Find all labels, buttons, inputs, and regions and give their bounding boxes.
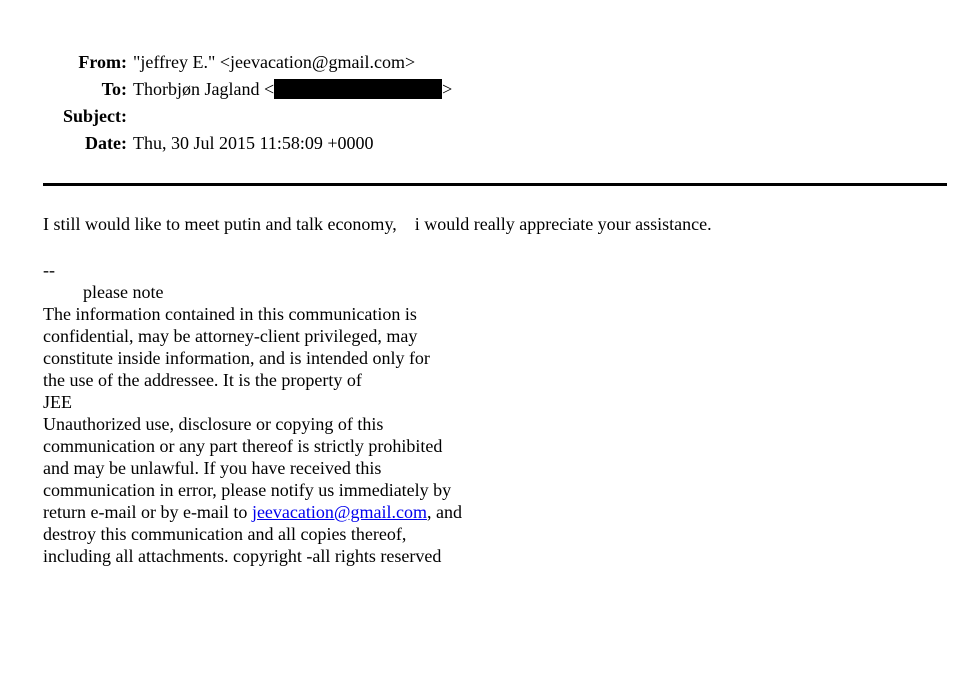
email-link-suffix-text: , and — [426, 502, 462, 522]
disclaimer-line-3: constitute inside information, and is intended only for — [43, 348, 430, 368]
subject-value — [127, 103, 133, 130]
header-field-subject — [0, 103, 972, 130]
disclaimer-line-6: Unauthorized use, disclosure or copying of this — [43, 414, 384, 434]
date-value: Thu, 30 Jul 2015 11:58:09 +0000 — [133, 133, 374, 153]
header-field-to — [0, 76, 972, 103]
date-label: Date: — [85, 133, 127, 153]
to-recipient-name: Thorbjøn Jagland < — [133, 79, 275, 99]
email-body — [43, 213, 972, 567]
disclaimer-line-5: JEE — [43, 392, 72, 412]
email-link[interactable]: jeevacation@gmail.com — [251, 502, 427, 522]
disclaimer-line-2: confidential, may be attorney-client privileged, may — [43, 326, 418, 346]
message-text: I still would like to meet putin and talk economy, i would really appreciate your assistance. — [43, 214, 712, 234]
signature-block — [43, 259, 972, 567]
disclaimer-line-1: The information contained in this communication is — [43, 304, 417, 324]
to-label: To: — [101, 79, 127, 99]
disclaimer-line-8: and may be unlawful. If you have received this — [43, 458, 382, 478]
to-value — [127, 76, 452, 103]
disclaimer-line-11: including all attachments. copyright -all rights reserved — [43, 546, 442, 566]
header-field-date — [0, 130, 972, 157]
disclaimer-line-9: communication in error, please notify us immediately by — [43, 480, 452, 500]
subject-label: Subject: — [63, 106, 127, 126]
signature-note: please note — [83, 282, 164, 302]
email-document — [0, 49, 972, 681]
disclaimer-line-with-link — [43, 501, 972, 523]
signature-delimiter: -- — [43, 260, 55, 280]
disclaimer-line-4: the use of the addressee. It is the property of — [43, 370, 362, 390]
from-value: "jeffrey E." <jeevacation@gmail.com> — [133, 52, 416, 72]
email-link-prefix-text: return e-mail or by e-mail to — [43, 502, 252, 522]
header-divider-rule — [43, 183, 947, 186]
from-label: From: — [78, 52, 127, 72]
header-field-from — [0, 49, 972, 76]
disclaimer-line-10: destroy this communication and all copies thereof, — [43, 524, 407, 544]
redaction-box — [274, 79, 442, 99]
disclaimer-line-7: communication or any part thereof is strictly prohibited — [43, 436, 443, 456]
email-header — [0, 49, 972, 157]
to-closing-bracket: > — [442, 79, 453, 99]
